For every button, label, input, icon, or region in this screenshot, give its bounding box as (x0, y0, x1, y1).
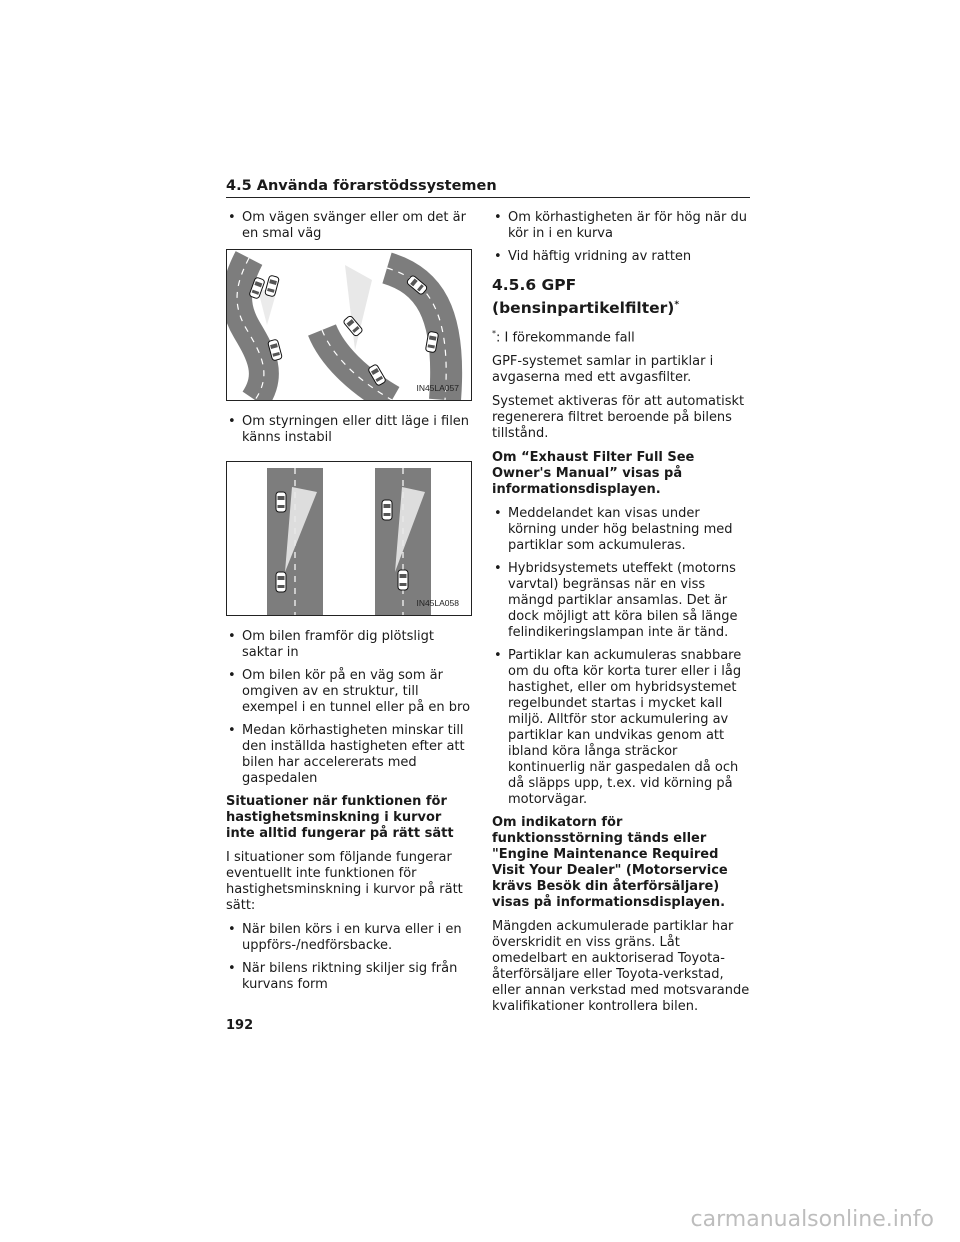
list-item: • Om vägen svänger eller om det är en smal väg (226, 210, 474, 242)
list-item: • Meddelandet kan visas under körning under hög belastning med partiklar som ackumuleras. (492, 506, 750, 554)
footnote (492, 326, 750, 346)
footnote-text: : I förekommande fall (496, 330, 635, 346)
bullet-list (492, 506, 750, 808)
straight-roads-illustration (227, 462, 471, 615)
figure-straight-roads (226, 461, 472, 616)
left-column (226, 210, 474, 1000)
paragraph: Mängden ackumulerade partiklar har överskridit en viss gräns. Låt omedelbart en auktoriserad Toyota-återförsäljare eller Toyota-verkstad, eller annan verkstad med motsvarande kvalifikationer kontrollera bilen. (492, 919, 750, 1015)
list-item: • Om bilen framför dig plötsligt saktar in (226, 629, 474, 661)
bullet-list (226, 210, 474, 242)
list-item: • Medan körhastigheten minskar till den inställda hastigheten efter att bilen har accelererats med gaspedalen (226, 723, 474, 787)
section-title-marker: * (674, 300, 680, 310)
list-item: • När bilen körs i en kurva eller i en uppförs-/nedförsbacke. (226, 922, 474, 954)
list-item: • Partiklar kan ackumuleras snabbare om du ofta kör korta turer eller i låg hastighet, eller om hybridsystemet regelbundet startas i mycket kall miljö. Alltför stor ackumulering av partiklar kan undvikas genom att ibland köra långa sträckor kontinuerlig när gaspedalen då och då släpps upp, t.ex. vid körning på motorvägar. (492, 648, 750, 808)
section-title (492, 275, 750, 318)
subheading: Situationer när funktionen för hastighetsminskning i kurvor inte alltid fungerar på rätt sätt (226, 794, 454, 841)
bullet-list (226, 629, 474, 787)
bullet-list (226, 414, 474, 446)
bullet-list (492, 210, 750, 265)
list-item: • Om styrningen eller ditt läge i filen känns instabil (226, 414, 474, 446)
list-item: • Om körhastigheten är för hög när du kör in i en kurva (492, 210, 750, 242)
curved-roads-illustration (227, 250, 471, 400)
figure-code: IN45LA057 (416, 383, 459, 393)
list-item: • Hybridsystemets uteffekt (motorns varvtal) begränsas när en viss mängd partiklar ansamlas. Det är dock möjligt att köra bilen så länge felindikeringslampan inte är tänd. (492, 561, 750, 641)
paragraph: I situationer som följande fungerar eventuellt inte funktionen för hastighetsminskning i kurvor på rätt sätt: (226, 850, 463, 913)
list-item: • Vid häftig vridning av ratten (492, 249, 750, 265)
figure-curved-roads (226, 249, 472, 401)
paragraph: GPF-systemet samlar in partiklar i avgaserna med ett avgasfilter. (492, 354, 714, 386)
list-item: • När bilens riktning skiljer sig från kurvans form (226, 961, 474, 993)
footnote-marker: * (492, 329, 496, 339)
bullet-list (226, 922, 474, 993)
page-number: 192 (226, 1018, 254, 1033)
section-header: 4.5 Använda förarstödssystemen (226, 178, 750, 198)
right-column (492, 210, 750, 1023)
section-title-text: 4.5.6 GPF (bensinpartikelfilter) (492, 276, 675, 318)
subheading: Om “Exhaust Filter Full See Owner's Manual” visas på informationsdisplayen. (492, 450, 695, 498)
figure-code: IN45LA058 (416, 598, 459, 608)
paragraph: Systemet aktiveras för att automatiskt regenerera filtret beroende på bilens tillstånd. (492, 394, 745, 442)
list-item: • Om bilen kör på en väg som är omgiven av en struktur, till exempel i en tunnel eller på en bro (226, 668, 474, 716)
subheading: Om indikatorn för funktionsstörning tänds eller "Engine Maintenance Required Visit Your Dealer" (Motorservice krävs Besök din återförsäljare) visas på informationsdisplayen. (492, 815, 728, 911)
watermark: carmanualsonline.info (690, 1207, 934, 1232)
